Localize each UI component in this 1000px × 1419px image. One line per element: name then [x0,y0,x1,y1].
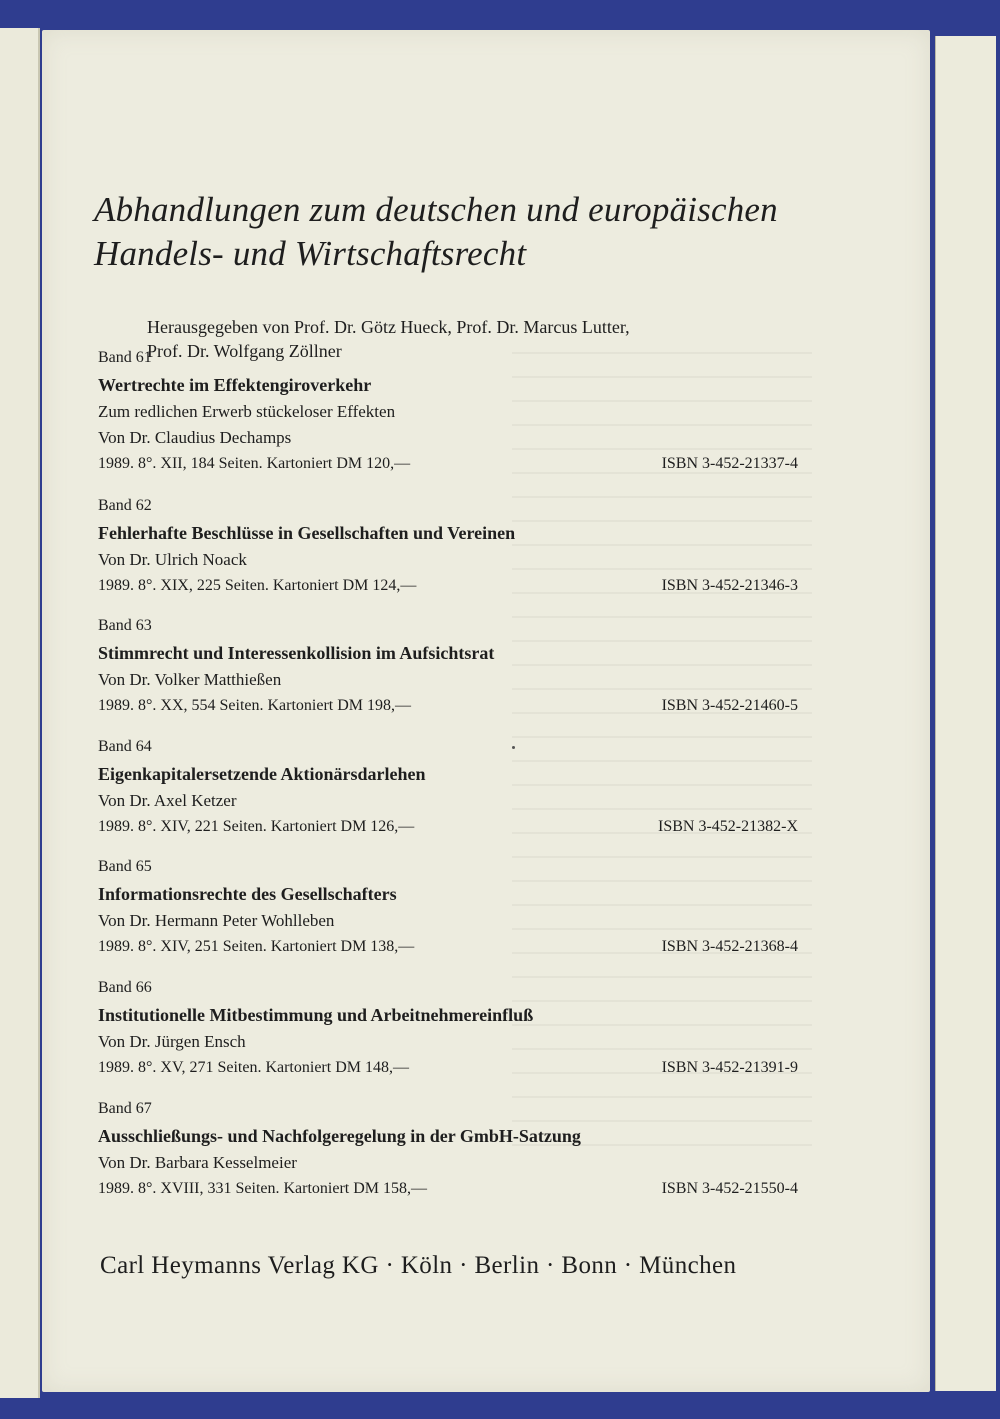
volume-title: Institutionelle Mitbestimmung und Arbeitnehmereinfluß [98,1005,534,1025]
volume-details [98,693,798,719]
volume-number: Band 63 [98,617,152,634]
volume-entry [98,736,798,840]
volume-title: Informationsrechte des Gesellschafters [98,884,397,904]
volume-publication-info: 1989. 8°. XIV, 221 Seiten. Kartoniert DM 126,— [98,818,415,835]
back-page-edge [935,36,996,1391]
volume-isbn: ISBN 3-452-21550-4 [661,1180,798,1197]
volume-author: Von Dr. Ulrich Noack [98,550,247,569]
volume-details [98,814,798,840]
series-title-line-2: Handels- und Wirtschaftsrecht [94,234,527,273]
volume-title: Eigenkapitalersetzende Aktionärsdarlehen [98,764,426,784]
volume-author: Von Dr. Hermann Peter Wohlleben [98,911,335,930]
volume-isbn: ISBN 3-452-21337-4 [661,455,798,472]
volume-title: Stimmrecht und Interessenkollision im Aufsichtsrat [98,643,495,663]
series-title [94,188,778,276]
volume-author: Von Dr. Jürgen Ensch [98,1032,246,1051]
volume-isbn: ISBN 3-452-21382-X [658,818,798,835]
volume-entry [98,977,798,1081]
volume-isbn: ISBN 3-452-21460-5 [661,697,798,714]
volume-publication-info: 1989. 8°. XIX, 225 Seiten. Kartoniert DM 124,— [98,577,417,594]
volume-author: Von Dr. Volker Matthießen [98,670,282,689]
volume-entry [98,1098,798,1202]
volume-subtitle: Zum redlichen Erwerb stückeloser Effekten [98,402,396,421]
volume-details [98,451,798,477]
editors-line-2: Prof. Dr. Wolfgang Zöllner [147,341,342,361]
volume-title: Wertrechte im Effektengiroverkehr [98,375,372,395]
volume-entry [98,495,798,599]
volume-number: Band 62 [98,497,152,514]
editors-line-1: Herausgegeben von Prof. Dr. Götz Hueck, Prof. Dr. Marcus Lutter, [147,317,630,337]
volume-details [98,1055,798,1081]
series-title-line-1: Abhandlungen zum deutschen und europäischen [94,190,778,229]
volume-entry [98,347,798,477]
volume-isbn: ISBN 3-452-21368-4 [661,938,798,955]
volume-publication-info: 1989. 8°. XV, 271 Seiten. Kartoniert DM 148,— [98,1059,409,1076]
publisher-footer: Carl Heymanns Verlag KG · Köln · Berlin · Bonn · München [100,1252,737,1279]
volume-number: Band 67 [98,1100,152,1117]
volume-entry [98,856,798,960]
volume-publication-info: 1989. 8°. XII, 184 Seiten. Kartoniert DM 120,— [98,455,411,472]
volume-number: Band 61 [98,349,152,366]
volume-isbn: ISBN 3-452-21346-3 [661,577,798,594]
volume-publication-info: 1989. 8°. XIV, 251 Seiten. Kartoniert DM 138,— [98,938,415,955]
volume-number: Band 65 [98,858,152,875]
volume-number: Band 66 [98,979,152,996]
volume-publication-info: 1989. 8°. XVIII, 331 Seiten. Kartoniert DM 158,— [98,1180,428,1197]
book-page [42,30,930,1392]
volume-number: Band 64 [98,738,152,755]
volume-details [98,1176,798,1202]
volume-entry [98,615,798,719]
volume-details [98,934,798,960]
ink-speck [512,746,515,749]
volume-details [98,573,798,599]
volume-author: Von Dr. Axel Ketzer [98,791,237,810]
facing-page-edge [0,28,40,1398]
volume-author: Von Dr. Claudius Dechamps [98,428,292,447]
volume-title: Ausschließungs- und Nachfolgeregelung in der GmbH-Satzung [98,1126,581,1146]
volume-title: Fehlerhafte Beschlüsse in Gesellschaften und Vereinen [98,523,516,543]
volume-author: Von Dr. Barbara Kesselmeier [98,1153,297,1172]
volume-isbn: ISBN 3-452-21391-9 [661,1059,798,1076]
volume-publication-info: 1989. 8°. XX, 554 Seiten. Kartoniert DM 198,— [98,697,412,714]
